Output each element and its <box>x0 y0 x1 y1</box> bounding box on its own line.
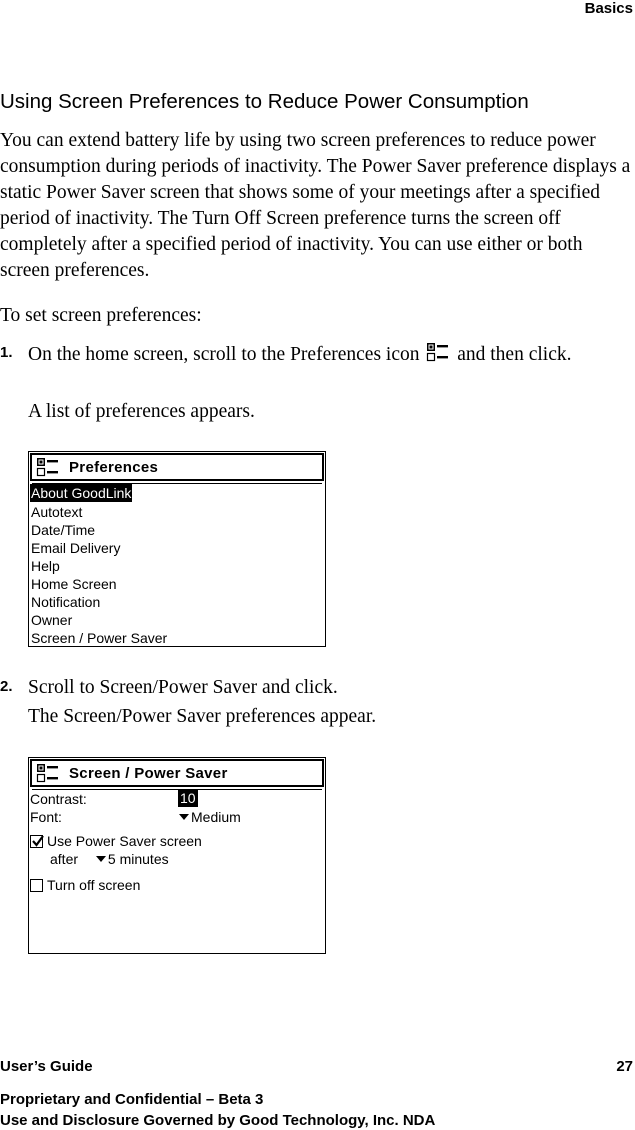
power-saver-option[interactable] <box>30 832 202 850</box>
dropdown-arrow-icon <box>96 856 106 862</box>
preferences-icon <box>35 762 61 784</box>
checkmark-icon <box>30 833 46 849</box>
step-number: 2. <box>0 678 13 695</box>
dropdown-arrow-icon <box>179 814 189 820</box>
preference-item-autotext[interactable]: Autotext <box>31 504 83 520</box>
turn-off-screen-label: Turn off screen <box>47 877 141 893</box>
step-text-before-icon: On the home screen, scroll to the Preferences icon <box>28 344 420 365</box>
screen-titlebar <box>30 759 324 787</box>
preference-item-home-screen[interactable]: Home Screen <box>31 576 117 592</box>
step-text-after-icon: and then click. <box>457 344 572 365</box>
power-saver-label: Use Power Saver screen <box>47 833 202 849</box>
contrast-value-field[interactable]: 10 <box>180 790 196 806</box>
turn-off-screen-option[interactable] <box>30 876 140 894</box>
preferences-icon <box>425 341 451 363</box>
intro-paragraph: You can extend battery life by using two screen preferences to reduce power consumption during periods of inactivity. The Power Saver preference displays a static Power Saver screen that shows some of your meetings after a specified period of inactivity. The Turn Off Screen preference turns the screen off completely after a specified period of inactivity. You can use either or both screen preferences. <box>0 130 631 281</box>
page-number: 27 <box>616 1058 633 1075</box>
step-number: 1. <box>0 344 13 361</box>
power-saver-delay <box>50 850 169 868</box>
power-saver-checkbox[interactable] <box>30 835 43 848</box>
preferences-screen <box>28 451 326 647</box>
footer-confidential: Proprietary and Confidential – Beta 3 <box>0 1091 264 1108</box>
after-label: after <box>50 851 79 867</box>
screen-title: Preferences <box>69 458 159 476</box>
step-2-result: The Screen/Power Saver preferences appear. <box>28 706 377 727</box>
preferences-list <box>30 484 168 647</box>
screen-power-saver-screen <box>28 757 326 954</box>
font-label: Font: <box>30 809 62 825</box>
section-title: Using Screen Preferences to Reduce Power Consumption <box>0 90 529 113</box>
screen-titlebar <box>30 453 324 481</box>
preference-item-notification[interactable]: Notification <box>31 594 101 610</box>
step-text: Scroll to Screen/Power Saver and click. <box>28 677 338 698</box>
font-select[interactable] <box>179 808 241 826</box>
preference-item-about-goodlink[interactable]: About GoodLink <box>31 485 132 501</box>
preference-item-date-time[interactable]: Date/Time <box>31 522 96 538</box>
lead-in-paragraph: To set screen preferences: <box>0 305 202 326</box>
preference-item-help[interactable]: Help <box>31 558 60 574</box>
preference-item-screen-power-saver[interactable]: Screen / Power Saver <box>31 630 168 646</box>
screen-title: Screen / Power Saver <box>69 764 228 782</box>
after-value: 5 minutes <box>107 851 169 867</box>
step-text <box>28 341 628 368</box>
font-value: Medium <box>191 809 241 825</box>
preference-item-email-delivery[interactable]: Email Delivery <box>31 540 121 556</box>
after-select[interactable] <box>96 851 169 867</box>
preferences-icon <box>35 456 61 478</box>
footer-guide-title: User’s Guide <box>0 1058 93 1075</box>
contrast-label: Contrast: <box>30 791 87 807</box>
turn-off-screen-checkbox[interactable] <box>30 879 43 892</box>
step-1-result: A list of preferences appears. <box>28 401 255 422</box>
preference-item-owner[interactable]: Owner <box>31 612 73 628</box>
running-head: Basics <box>584 0 633 17</box>
footer-nda: Use and Disclosure Governed by Good Technology, Inc. NDA <box>0 1112 436 1129</box>
